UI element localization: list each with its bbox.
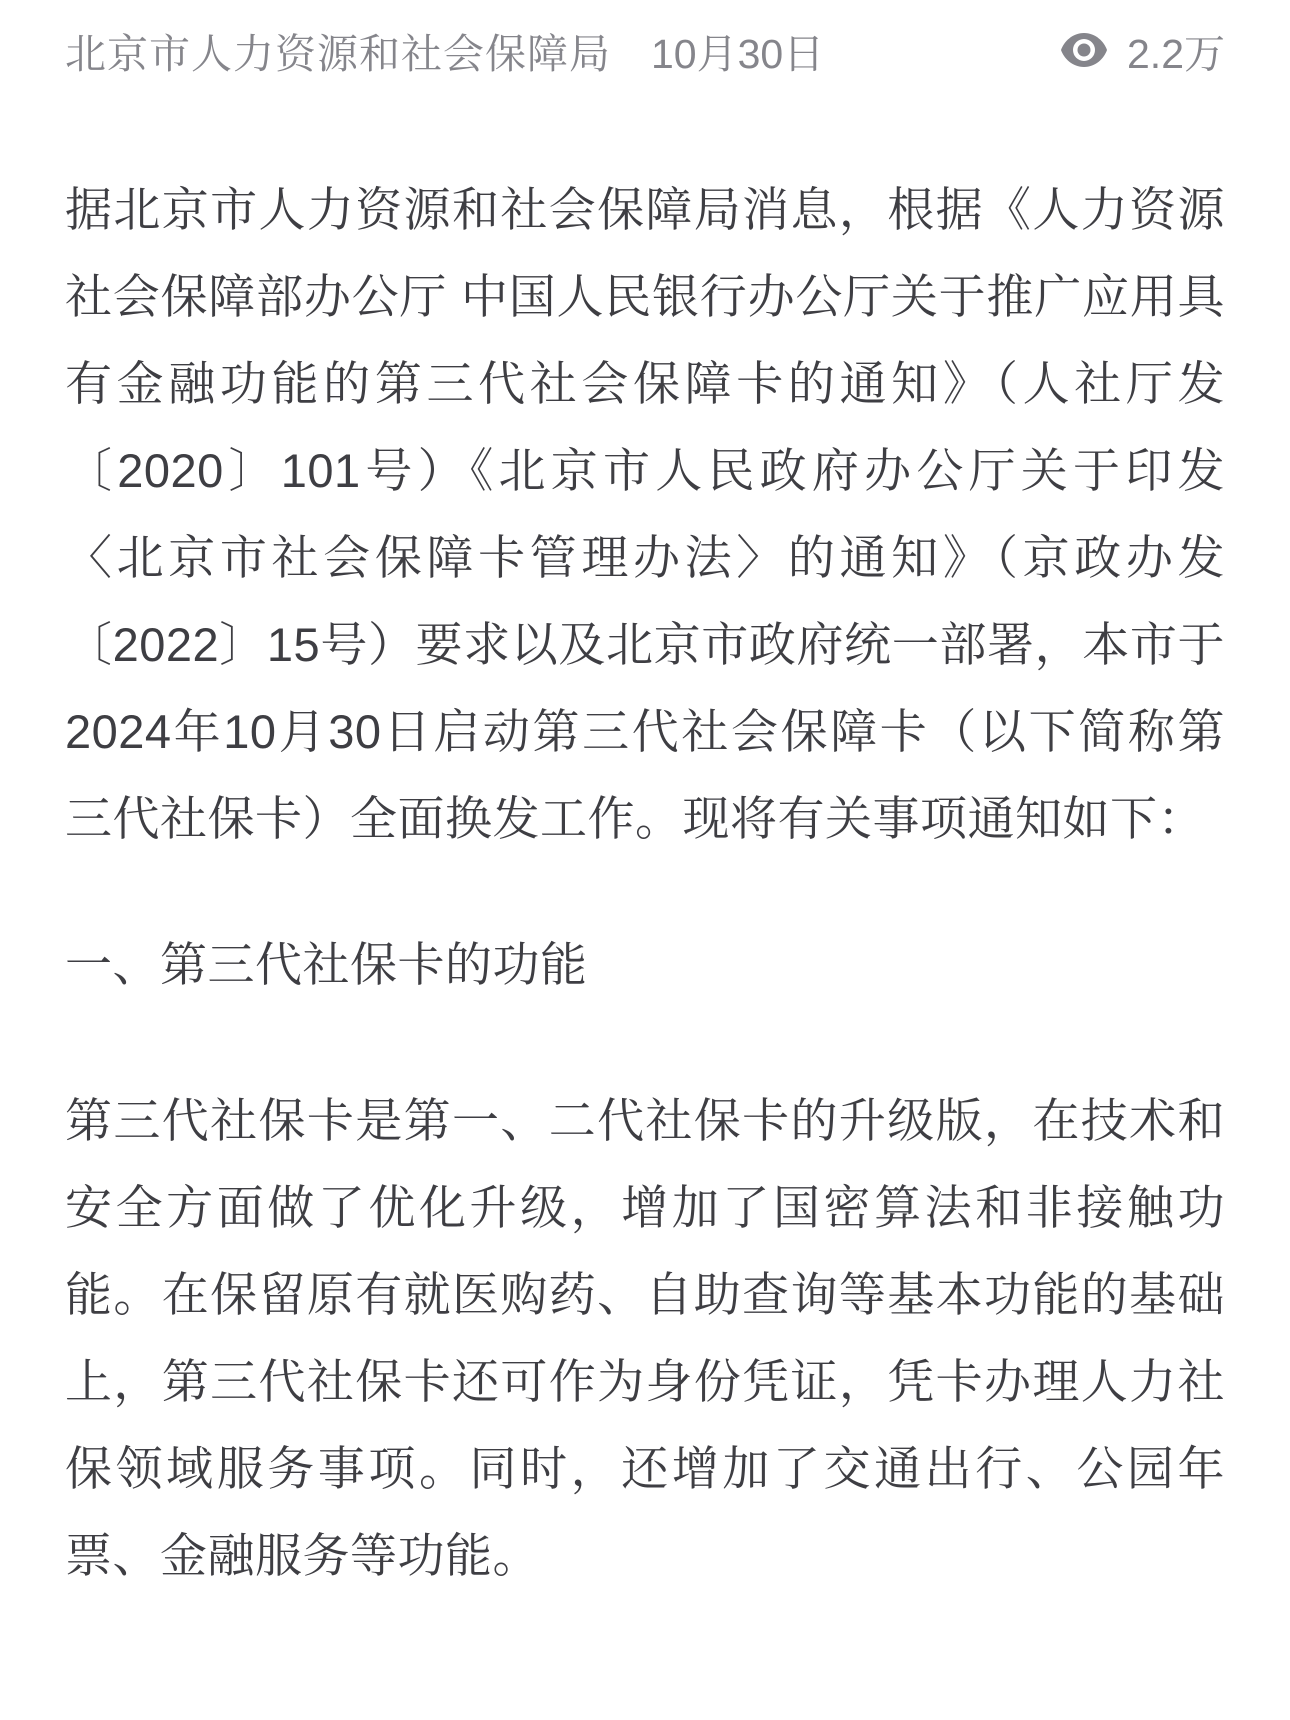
views-eye-icon	[1061, 33, 1107, 67]
article-paragraph-2: 第三代社保卡是第一、二代社保卡的升级版，在技术和安全方面做了优化升级，增加了国密算法和非接触功能。在保留原有就医购药、自助查询等基本功能的基础上，第三代社保卡还可作为身份凭证，凭卡办理人力社保领域服务事项。同时，还增加了交通出行、公园年票、金融服务等功能。	[65, 1094, 1225, 1582]
views-counter	[1061, 21, 1225, 80]
views-count: 2.2万	[1127, 30, 1225, 77]
publish-date: 10月30日	[651, 30, 825, 77]
section-heading-1: 一、第三代社保卡的功能	[65, 938, 588, 991]
article-meta-header	[65, 24, 1225, 76]
article-body	[65, 166, 1225, 1599]
author-name[interactable]: 北京市人力资源和社会保障局	[65, 30, 611, 77]
article-paragraph-1: 据北京市人力资源和社会保障局消息，根据《人力资源社会保障部办公厅 中国人民银行办公厅关于推广应用具有金融功能的第三代社会保障卡的通知》（人社厅发〔2020〕101号）《北京市人民政府办公厅关于印发〈北京市社会保障卡管理办法〉的通知》（京政办发〔2022〕15号）要求以及北京市政府统一部署，本市于2024年10月30日启动第三代社会保障卡（以下简称第三代社保卡）全面换发工作。现将有关事项通知如下：	[65, 183, 1225, 845]
